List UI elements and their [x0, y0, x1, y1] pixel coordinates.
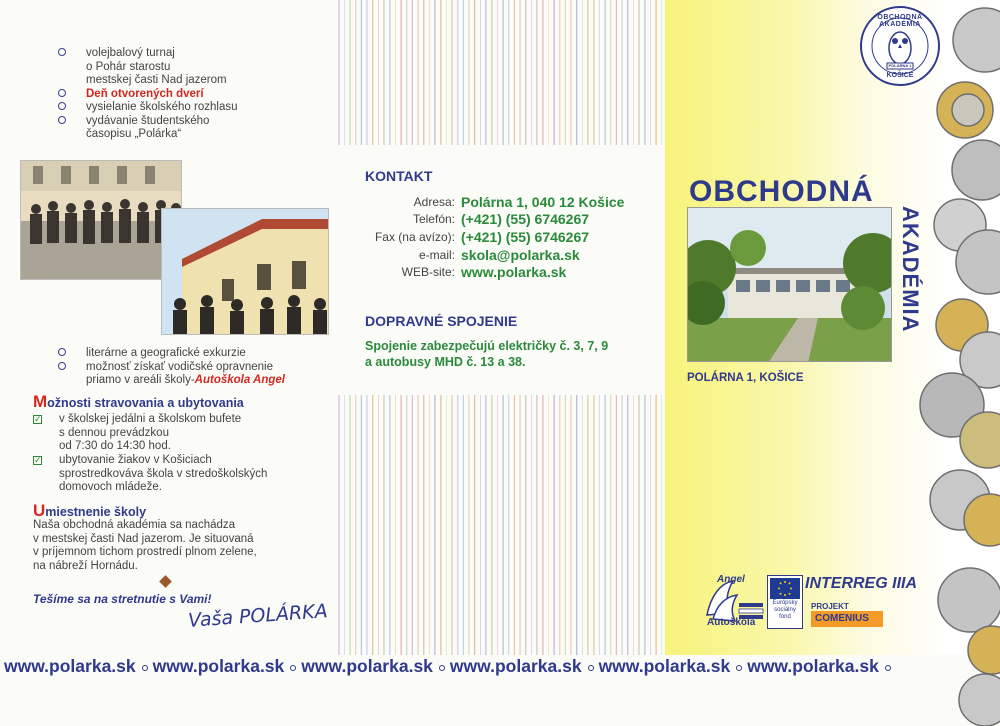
contact-value: (+421) (55) 6746267: [461, 211, 590, 227]
location-heading: Umiestnenie školy: [33, 501, 147, 520]
activity-text: vydávanie študentského časopisu „Polárka“: [86, 114, 210, 140]
website-link[interactable]: www.polarka.sk: [747, 656, 879, 676]
middle-panel: [335, 0, 665, 655]
contact-label: Adresa:: [413, 195, 455, 209]
students-group-photo: [20, 160, 182, 280]
separator-icon: [736, 665, 742, 671]
logo-bottom-text: KOŠICE: [886, 72, 914, 79]
boarding-item: ✓ ubytovanie žiakov v Košiciach sprostredkováva škola v stredoškolských domovoch mládeže.: [34, 454, 268, 493]
excursion-item: [58, 361, 285, 388]
diamond-icon: [159, 575, 172, 588]
url-strip: [0, 656, 1000, 684]
website-link[interactable]: www.polarka.sk: [449, 656, 582, 676]
contact-label: e-mail:: [418, 248, 455, 262]
separator-icon: [588, 665, 594, 671]
greeting-text: Tešíme sa na stretnutie s Vami!: [33, 592, 212, 606]
excursion-item: [58, 347, 285, 361]
activities-list: [58, 47, 238, 142]
coins-decoration: [910, 0, 1000, 726]
activity-item: [58, 101, 238, 115]
contact-label: Fax (na avízo):: [374, 230, 455, 244]
activity-item: [58, 88, 238, 102]
school-title-vertical: AKADÉMIA: [898, 206, 923, 333]
school-title: OBCHODNÁ: [689, 175, 874, 208]
comenius-badge: COMENIUS: [811, 611, 883, 627]
website-link[interactable]: www.polarka.sk: [152, 656, 285, 676]
location-text: Naša obchodná akadémia sa nachádza v mestskej časti Nad jazerom. Je situovaná v príjemnom tichom prostredí plnom zelene, na nábreží Hornádu.: [33, 519, 257, 572]
contact-heading: KONTAKT: [365, 168, 433, 184]
excursion-photo: [161, 208, 329, 335]
contact-value: Polárna 1, 040 12 Košice: [461, 194, 625, 210]
activity-item: [58, 47, 238, 88]
bullet-icon: [58, 89, 66, 97]
bullet-icon: [58, 348, 66, 356]
activity-text: volejbalový turnaj o Pohár starostu mestskej časti Nad jazerom: [86, 47, 227, 86]
separator-icon: [885, 665, 891, 671]
logo-plate-text: POLÁRNA 1: [888, 63, 912, 68]
bullet-icon: [58, 48, 66, 56]
interreg-label: INTERREG IIIA: [805, 575, 918, 592]
projekt-label: PROJEKT: [811, 602, 849, 611]
left-panel: [0, 0, 335, 655]
contact-label: WEB-site:: [401, 265, 455, 279]
boarding-heading: Možnosti stravovania a ubytovania: [33, 392, 244, 411]
checkbox-icon: ✓: [34, 414, 42, 424]
transport-heading: DOPRAVNÉ SPOJENIE: [365, 313, 518, 329]
bullet-icon: [58, 362, 66, 370]
school-address: POLÁRNA 1, KOŠICE: [687, 372, 804, 384]
signature: Vaša POLÁRKA: [187, 600, 329, 632]
eu-fund-logo: [767, 575, 803, 629]
contact-value[interactable]: skola@polarka.sk: [461, 247, 580, 263]
eu-flag-icon: [770, 578, 800, 599]
boarding-item: ✓ v školskej jedálni a školskom bufete s dennou prevádzkou od 7:30 do 14:30 hod.: [34, 413, 242, 452]
excursions-list: [58, 347, 285, 388]
autoskola-highlight: Autoškola Angel: [194, 374, 285, 386]
autoskola-label: Autoškola: [707, 617, 756, 628]
contact-label: Telefón:: [412, 212, 455, 226]
bullet-icon: [58, 102, 66, 110]
activity-text: vysielanie školského rozhlasu: [86, 101, 238, 113]
contact-value: (+421) (55) 6746267: [461, 229, 590, 245]
website-link[interactable]: www.polarka.sk: [301, 656, 433, 676]
transport-text: Spojenie zabezpečujú električky č. 3, 7, 9 a autobusy MHD č. 13 a 38.: [365, 339, 609, 369]
separator-icon: [142, 665, 148, 671]
activity-item: [58, 115, 238, 142]
checkbox-icon: ✓: [34, 455, 42, 465]
website-link[interactable]: www.polarka.sk: [598, 656, 731, 676]
excursion-text: literárne a geografické exkurzie: [86, 347, 246, 359]
excursion-text: možnosť získať vodičské opravnenie priamo v areáli školy-: [86, 360, 273, 386]
angel-label: Angel: [717, 574, 745, 585]
school-building-photo: [687, 207, 892, 362]
separator-icon: [439, 665, 445, 671]
contact-value[interactable]: www.polarka.sk: [461, 264, 567, 280]
logo-top-text: OBCHODNÁ AKADÉMIA: [877, 14, 923, 28]
activity-text: Deň otvorených dverí: [86, 87, 204, 100]
separator-icon: [290, 665, 296, 671]
website-link[interactable]: www.polarka.sk: [4, 656, 136, 676]
eu-fund-label: Európsky sociálny fond: [772, 600, 798, 620]
bullet-icon: [58, 116, 66, 124]
